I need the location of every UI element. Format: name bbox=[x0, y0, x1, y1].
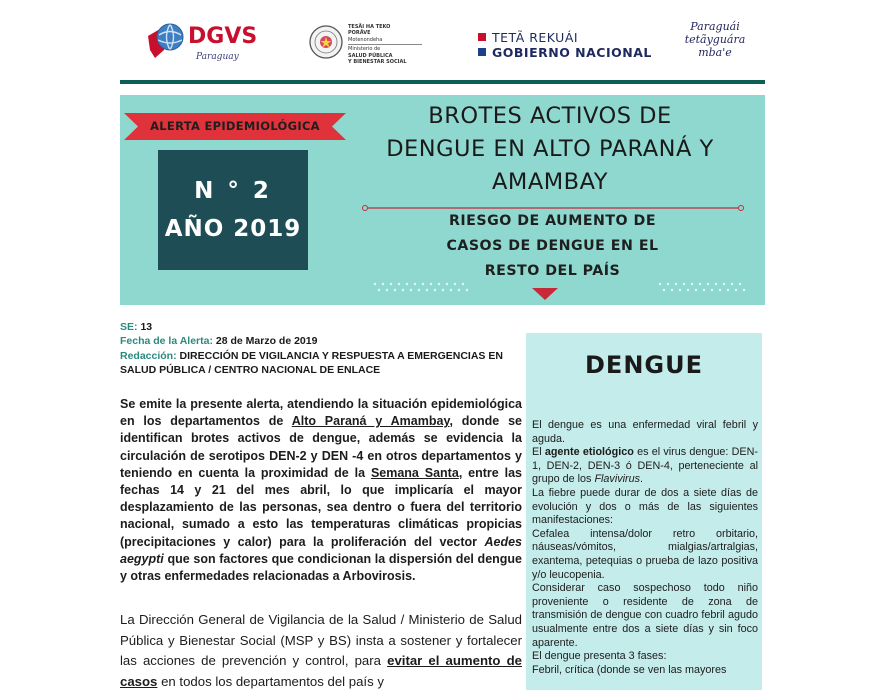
se-label: SE: bbox=[120, 321, 138, 333]
paraguay-script-logo bbox=[675, 20, 755, 59]
header-divider bbox=[120, 80, 765, 84]
ministerio-line: Y BIENESTAR SOCIAL bbox=[348, 59, 407, 66]
intro-paragraph bbox=[120, 396, 522, 585]
alert-banner bbox=[120, 95, 765, 305]
globe-icon bbox=[146, 20, 186, 60]
banner-title-line: BROTES ACTIVOS DE bbox=[428, 103, 672, 129]
info-box-body bbox=[532, 419, 758, 677]
gobierno-nacional-logo bbox=[478, 30, 652, 60]
se-value: 13 bbox=[140, 321, 153, 333]
info-text: es el virus dengue: DEN-1, DEN-2, DEN-3 ó DEN-4, perteneciente al grupo de los bbox=[532, 446, 758, 486]
bulletin-number: N ° 2 bbox=[194, 178, 272, 204]
gobierno-line-2 bbox=[478, 45, 652, 60]
banner-title bbox=[350, 100, 750, 199]
gobierno-line-2-text: GOBIERNO NACIONAL bbox=[492, 45, 652, 60]
dgvs-logo-text: DGVS bbox=[188, 24, 258, 49]
bulletin-number-box bbox=[158, 150, 308, 270]
divider bbox=[348, 44, 422, 45]
info-box-title: DENGUE bbox=[585, 351, 703, 379]
second-paragraph bbox=[120, 610, 522, 690]
info-paragraph: Considerar caso sospechoso todo niño proveniente o residente de zona de transmisión de dengue con cuadro febril agudo usualmente entre dos a siete días y sin foco aparente. bbox=[532, 582, 758, 649]
paragraph-text: en todos los departamentos del país y bbox=[157, 673, 384, 689]
info-text: El bbox=[532, 446, 545, 459]
blue-square-icon bbox=[478, 48, 486, 56]
down-arrow-icon bbox=[532, 288, 558, 300]
gobierno-line-1 bbox=[478, 30, 652, 45]
paraguay-logo-line: Paraguái bbox=[690, 20, 740, 33]
paragraph-text: Se emite la presente alerta, atendiendo la situación epidemiológica en los departamentos de bbox=[120, 397, 522, 429]
paragraph-text: , entre las fechas 14 y 21 del mes abril, lo que implicaría el mayor desplazamiento de las personas, sea dentro o fuera del territorio nacional, sumado a esto las temperaturas climáticas propicias (precipitaciones y calor) para la proliferación del vector bbox=[120, 465, 522, 549]
dgvs-logo bbox=[146, 18, 258, 66]
banner-subtitle-line: RESTO DEL PAÍS bbox=[484, 263, 621, 279]
redaccion-label: Redacción: bbox=[120, 349, 177, 362]
ministerio-line: TESÃI HA TEKO bbox=[348, 24, 391, 30]
alerta-label: ALERTA EPIDEMIOLÓGICA bbox=[150, 119, 320, 133]
ministerio-line: Motenondeha bbox=[348, 36, 383, 43]
redaccion-value: DIRECCIÓN DE VIGILANCIA Y RESPUESTA A EMERGENCIAS EN bbox=[179, 349, 503, 362]
paragraph-text: , donde se identifican brotes activos de dengue, además se evidencia la circulación de serotipos DEN-2 y DEN -4 en otros departamentos y teniendo en cuenta la proximidad de la bbox=[120, 414, 522, 480]
paragraph-text: que son factores que condicionan la dispersión del dengue y otras enfermedades relacionadas a Arbovirosis. bbox=[120, 551, 522, 584]
red-square-icon bbox=[478, 33, 486, 41]
paraguay-logo-line: mba'e bbox=[698, 46, 732, 59]
ministerio-line: Ministerio de bbox=[348, 46, 381, 53]
redaccion-line-2 bbox=[120, 363, 525, 377]
dengue-info-box bbox=[526, 333, 762, 690]
page-header bbox=[0, 0, 870, 80]
redaccion-line bbox=[120, 349, 525, 363]
holiday-highlight: Semana Santa bbox=[370, 465, 459, 480]
fecha-line bbox=[120, 334, 525, 348]
dgvs-logo-subtext: Paraguay bbox=[196, 52, 239, 62]
info-paragraph: El dengue es una enfermedad viral febril y aguda. bbox=[532, 419, 758, 445]
banner-title-line: DENGUE EN ALTO PARANÁ Y bbox=[386, 136, 714, 162]
ministerio-line: PORÃVE bbox=[348, 30, 371, 37]
species-name: Aedes aegypti bbox=[120, 534, 522, 566]
info-paragraph bbox=[532, 446, 758, 487]
info-paragraph: Febril, crítica (donde se ven las mayores bbox=[532, 663, 727, 676]
emphasis-text: evitar el aumento de casos bbox=[120, 653, 522, 689]
banner-subtitle-line: CASOS DE DENGUE EN EL bbox=[446, 238, 659, 254]
fecha-label: Fecha de la Alerta: bbox=[120, 335, 213, 348]
se-line bbox=[120, 320, 525, 334]
alert-metadata bbox=[120, 320, 525, 377]
ministerio-logo bbox=[308, 22, 428, 64]
paragraph-text: La Dirección General de Vigilancia de la Salud / Ministerio de Salud Pública y Bienestar Social (MSP y BS) insta a sostener y fortalecer las acciones de prevención y control, para bbox=[120, 612, 522, 668]
gobierno-line-1-text: TETÃ REKUÁI bbox=[492, 30, 579, 45]
paraguay-logo-line: tetãyguára bbox=[684, 33, 746, 46]
info-paragraph: El dengue presenta 3 fases: bbox=[532, 650, 667, 663]
ministerio-logo-text bbox=[348, 24, 422, 65]
national-seal-icon bbox=[308, 24, 344, 60]
banner-subtitle-line: RIESGO DE AUMENTO DE bbox=[448, 213, 657, 229]
info-paragraph: Cefalea intensa/dolor retro orbitario, náuseas/vómitos, mialgias/artralgias, exantema, petequias o prueba de lazo positiva y/o leucopenia. bbox=[532, 527, 758, 581]
info-paragraph: La fiebre puede durar de dos a siete días de evolución y dos o más de las siguientes manifestaciones: bbox=[532, 486, 758, 527]
bulletin-year: AÑO 2019 bbox=[164, 216, 302, 242]
location-highlight: Alto Paraná y Amambay bbox=[291, 414, 450, 429]
fecha-value: 28 de Marzo de 2019 bbox=[215, 335, 318, 348]
info-bold-text: agente etiológico bbox=[544, 446, 634, 459]
ministerio-line: SALUD PÚBLICA bbox=[348, 52, 393, 59]
banner-title-line: AMAMBAY bbox=[492, 169, 608, 195]
info-text: . bbox=[640, 473, 644, 486]
info-italic-text: Flavivirus bbox=[594, 473, 641, 486]
banner-subtitle bbox=[380, 209, 725, 284]
redaccion-value-continued: SALUD PÚBLICA / CENTRO NACIONAL DE ENLACE bbox=[120, 363, 381, 376]
